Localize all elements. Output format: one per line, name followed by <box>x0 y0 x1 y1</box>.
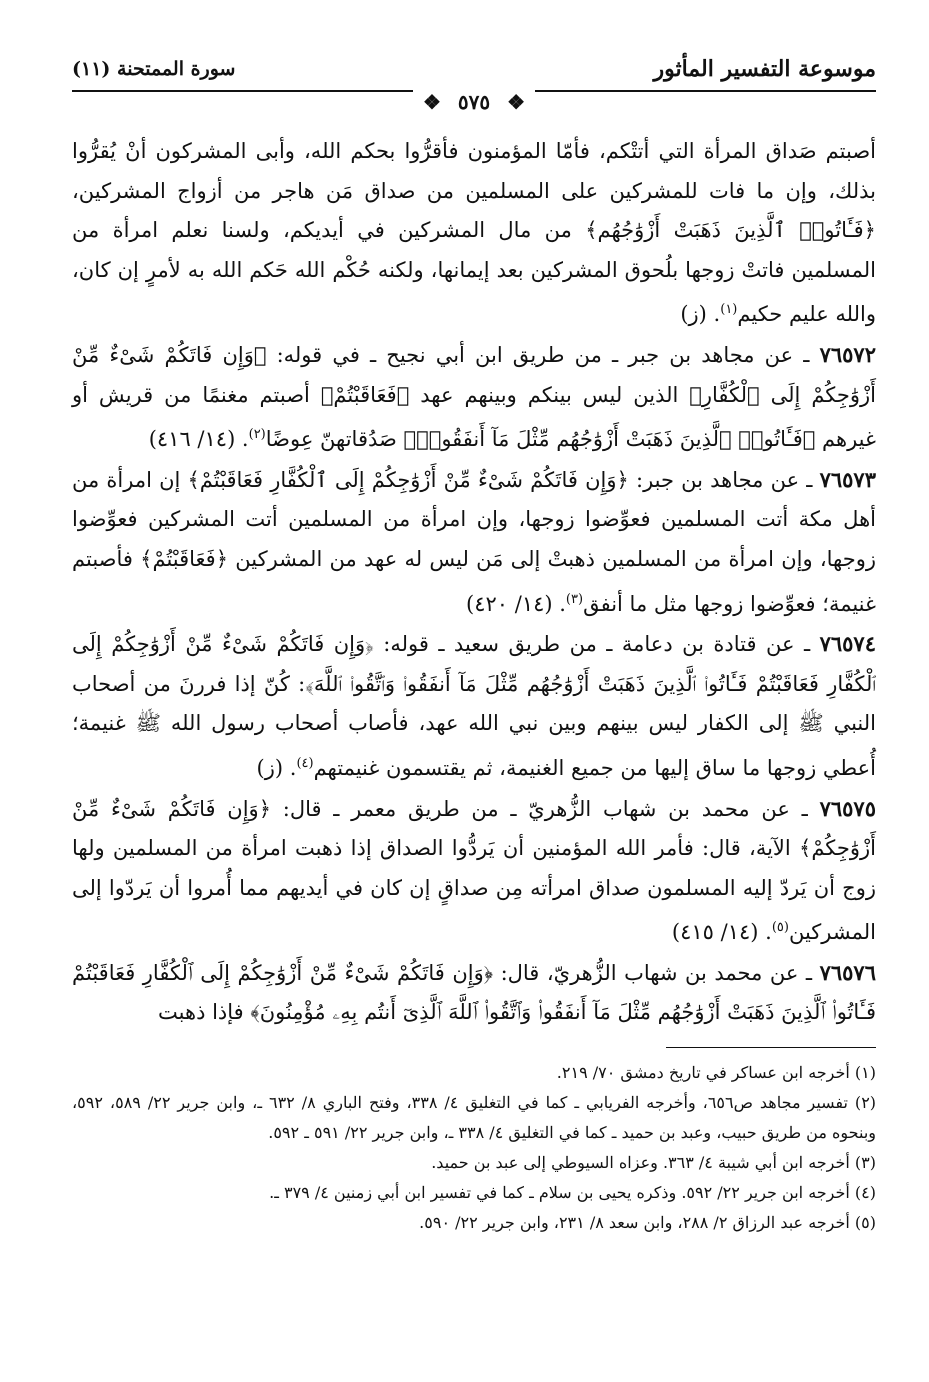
surah-title: سورة الممتحنة (١١) <box>72 58 236 80</box>
footnotes <box>72 1058 876 1238</box>
reference: . (١٤/ ٤١٥) <box>671 920 772 945</box>
page-number-value: ٥٧٥ <box>448 90 500 114</box>
footnote-rule <box>666 1047 876 1048</box>
footnote-marker: (٣) <box>565 591 584 607</box>
paragraph-text: أصبتم صَداق المرأة التي أتتْكم، فأمّا المؤمنون فأقرُّوا بحكم الله، وأبى المشركون أنْ يُقرُّوا بذلك، وإن ما فات للمشركين على المسلمين من صداق مَن هاجر من أزواج المشركين، ﴿فَـَٔاتُوا۟ ٱلَّذِينَ ذَهَبَتْ أَزْوَٰجُهُم﴾ من مال المشركين في أيديكم، ولسنا نعلم امرأة من المسلمين فاتتْ زوجها بلُحوق المشركين بعد إيمانها، ولكنه حُكْم الله حَكم الله به لأمرٍ إن كان، والله عليم حكيم <box>72 139 876 327</box>
reference: . (١٤/ ٤٢٠) <box>466 591 566 616</box>
entry-number: ٧٦٥٧٢ <box>819 341 876 367</box>
book-title: موسوعة التفسير المأثور <box>653 56 876 82</box>
footnote-marker: (٤) <box>296 755 314 771</box>
reference: . (ز) <box>680 302 721 327</box>
footnote: (٢) تفسير مجاهد ص٦٥٦، وأخرجه الفريابي ـ كما في التغليق ٤/ ٣٣٨، وفتح الباري ٨/ ٦٣٢ ـ، وابن جرير ٢٢/ ٥٨٩، ٥٩٢، وبنحوه من طريق حبيب، وعبد بن حميد ـ كما في التغليق ٤/ ٣٣٨ ـ، وابن جرير ٢٢/ ٥٩١ ـ ٥٩٢. <box>72 1093 877 1143</box>
footnote: (١) أخرجه ابن عساكر في تاريخ دمشق ٧٠/ ٢١٩. <box>556 1063 876 1083</box>
paragraph-text: ـ عن محمد بن شهاب الزُّهريّ، قال: ﴿وَإِن فَاتَكُمْ شَىْءٌ مِّنْ أَزْوَٰجِكُمْ إِلَى ٱلْكُفَّارِ فَعَاقَبْتُمْ فَـَٔاتُوا۟ ٱلَّذِينَ ذَهَبَتْ أَزْوَٰجُهُم مِّثْلَ مَآ أَنفَقُوا۟ وَٱتَّقُوا۟ ٱللَّهَ ٱلَّذِىٓ أَنتُم بِهِۦ مُؤْمِنُونَ﴾ فإذا ذهبت <box>72 960 876 1025</box>
page-header <box>72 56 876 114</box>
page-number: ❖ ٥٧٥ ❖ <box>72 90 876 114</box>
main-text <box>72 132 876 1033</box>
paragraph <box>72 624 876 788</box>
entry-number: ٧٦٥٧٤ <box>819 631 876 657</box>
book-page <box>72 56 876 1346</box>
entry-number: ٧٦٥٧٣ <box>819 466 876 492</box>
reference: . (١٤/ ٤١٦) <box>148 427 249 452</box>
paragraph <box>72 460 876 624</box>
paragraph-text: ـ عن قتادة بن دعامة ـ من طريق سعيد ـ قوله: ﴿وَإِن فَاتَكُمْ شَىْءٌ مِّنْ أَزْوَٰجِكُمْ إِلَى ٱلْكُفَّارِ فَعَاقَبْتُمْ فَـَٔاتُوا۟ ٱلَّذِينَ ذَهَبَتْ أَزْوَٰجُهُم مِّثْلَ مَآ أَنفَقُوا۟ وَٱتَّقُوا۟ ٱللَّهَ﴾: كُنّ إذا فررنَ من أصحاب النبي ﷺ إلى الكفار ليس بينهم وبين نبي الله عهد، فأصاب أصحاب رسول الله ﷺ غنيمة؛ أُعطي زوجها ما ساق إليها من جميع الغنيمة، ثم يقتسمون غنيمتهم <box>72 632 876 780</box>
paragraph <box>72 132 876 335</box>
paragraph <box>72 953 876 1033</box>
paragraph-text: ـ عن محمد بن شهاب الزُّهريّ ـ من طريق معمر ـ قال: ﴿وَإِن فَاتَكُمْ شَىْءٌ مِّنْ أَزْوَٰجِكُمْ﴾ الآية، قال: فأمر الله المؤمنين أن يَردُّوا الصداق إذا ذهبت امرأة من المسلمين ولها زوج أن يَردّ إليه المسلمون صداق امرأته مِن صداقٍ إن كان في أيديهم مما أُمروا أن يَردّوا إلى المشركين <box>72 796 876 945</box>
paragraph <box>72 789 876 953</box>
paragraph-text: ـ عن مجاهد بن جبر: ﴿وَإِن فَاتَكُمْ شَىْءٌ مِّنْ أَزْوَٰجِكُمْ إِلَى ٱلْكُفَّارِ فَعَاقَبْتُمْ﴾ إن امرأة من أهل مكة أتت المسلمين فعوِّضوا زوجها، وإن امرأة من المسلمين أتت المشركين فعوِّضوا زوجها، وإن امرأة من المسلمين ذهبتْ إلى مَن ليس له عهد من المشركين ﴿فَعَاقَبْتُمْ﴾ فأصبتم غنيمة؛ فعوِّضوا زوجها مثل ما أنفق <box>72 467 876 616</box>
paragraph-text: ـ عن مجاهد بن جبر ـ من طريق ابن أبي نجيح ـ في قوله: ﴿وَإِن فَاتَكُمْ شَىْءٌ مِّنْ أَزْوَٰجِكُمْ إِلَى ٱلْكُفَّارِ﴾ الذين ليس بينكم وبينهم عهد ﴿فَعَاقَبْتُمْ﴾ أصبتم مغنمًا من قريش أو غيرهم ﴿فَـَٔاتُوا۟ ٱلَّذِينَ ذَهَبَتْ أَزْوَٰجُهُم مِّثْلَ مَآ أَنفَقُوا۟﴾ صَدُقاتهنّ عِوضًا <box>72 342 876 452</box>
reference: . (ز) <box>256 755 297 780</box>
entry-number: ٧٦٥٧٥ <box>819 795 876 821</box>
footnote-marker: (١) <box>720 302 738 318</box>
footnote: (٤) أخرجه ابن جرير ٢٢/ ٥٩٢. وذكره يحيى بن سلام ـ كما في تفسير ابن أبي زمنين ٤/ ٣٧٩ ـ. <box>269 1183 876 1203</box>
footnote: (٥) أخرجه عبد الرزاق ٢/ ٢٨٨، وابن سعد ٨/ ٢٣١، وابن جرير ٢٢/ ٥٩٠. <box>419 1213 876 1233</box>
footnote-marker: (٥) <box>771 920 789 936</box>
footnote-marker: (٢) <box>248 427 266 443</box>
paragraph <box>72 335 876 460</box>
entry-number: ٧٦٥٧٦ <box>819 959 876 985</box>
footnote: (٣) أخرجه ابن أبي شيبة ٤/ ٣٦٣. وعزاه السيوطي إلى عبد بن حميد. <box>431 1153 876 1173</box>
